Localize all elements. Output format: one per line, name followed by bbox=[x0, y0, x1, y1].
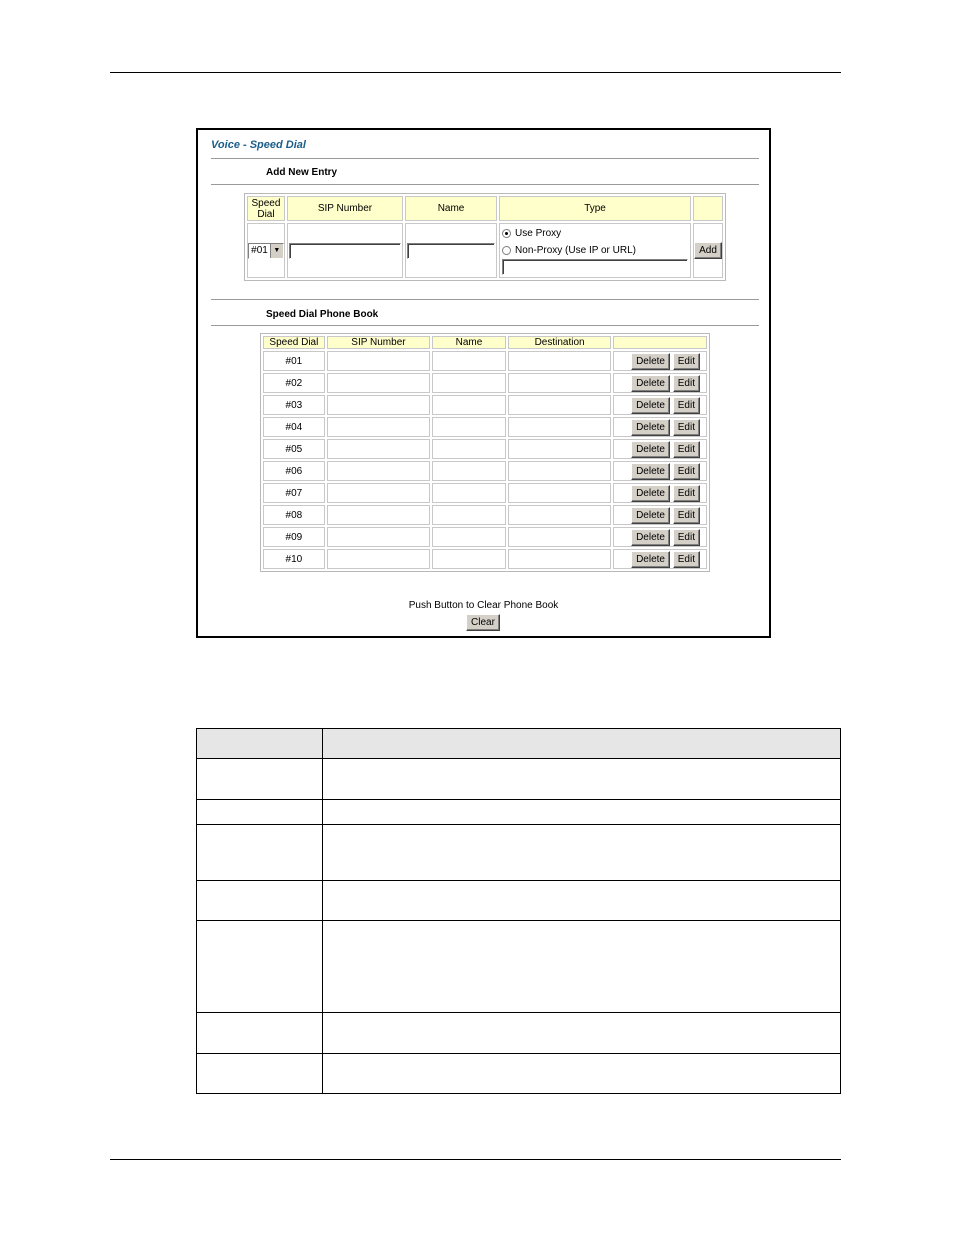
clear-instruction: Push Button to Clear Phone Book bbox=[408, 600, 559, 611]
delete-button[interactable]: Delete bbox=[631, 419, 670, 436]
radio-unselected-icon[interactable] bbox=[502, 246, 511, 255]
table-cell bbox=[323, 825, 841, 881]
table-header-row bbox=[197, 729, 841, 759]
table-cell bbox=[323, 1013, 841, 1054]
table-row bbox=[197, 825, 841, 881]
table-row bbox=[263, 373, 707, 393]
name-cell bbox=[432, 549, 506, 569]
actions-cell bbox=[613, 395, 707, 415]
speed-dial-select[interactable]: #01 ▼ bbox=[248, 243, 284, 259]
table-cell bbox=[323, 921, 841, 1013]
actions-cell bbox=[613, 373, 707, 393]
divider bbox=[211, 184, 759, 186]
table-cell bbox=[197, 881, 323, 921]
edit-button[interactable]: Edit bbox=[673, 441, 700, 458]
edit-button[interactable]: Edit bbox=[673, 529, 700, 546]
edit-button[interactable]: Edit bbox=[673, 485, 700, 502]
edit-button[interactable]: Edit bbox=[673, 397, 700, 414]
table-row bbox=[263, 351, 707, 371]
speed-dial-cell: #02 bbox=[263, 373, 325, 393]
speed-dial-cell: #08 bbox=[263, 505, 325, 525]
delete-button[interactable]: Delete bbox=[631, 485, 670, 502]
delete-button[interactable]: Delete bbox=[631, 397, 670, 414]
col-name: Name bbox=[405, 196, 497, 221]
edit-button[interactable]: Edit bbox=[673, 507, 700, 524]
top-rule bbox=[110, 72, 841, 73]
delete-button[interactable]: Delete bbox=[631, 441, 670, 458]
destination-cell bbox=[508, 439, 612, 459]
name-cell bbox=[432, 351, 506, 371]
col-name: Name bbox=[432, 336, 506, 349]
col-actions bbox=[613, 336, 707, 349]
table-row bbox=[263, 527, 707, 547]
speed-dial-cell: #04 bbox=[263, 417, 325, 437]
add-button[interactable]: Add bbox=[694, 242, 722, 259]
table-cell bbox=[197, 759, 323, 800]
name-cell bbox=[432, 505, 506, 525]
sip-number-cell bbox=[327, 527, 430, 547]
add-cell bbox=[693, 223, 723, 278]
name-cell bbox=[432, 417, 506, 437]
name-cell bbox=[432, 527, 506, 547]
type-cell bbox=[499, 223, 691, 278]
table-cell bbox=[197, 1013, 323, 1054]
col-type: Type bbox=[499, 196, 691, 221]
edit-button[interactable]: Edit bbox=[673, 353, 700, 370]
divider bbox=[211, 299, 759, 301]
delete-button[interactable]: Delete bbox=[631, 375, 670, 392]
destination-cell bbox=[508, 505, 612, 525]
destination-cell bbox=[508, 549, 612, 569]
name-cell bbox=[432, 395, 506, 415]
table-cell bbox=[197, 825, 323, 881]
bottom-rule bbox=[110, 1159, 841, 1160]
speed-dial-cell: #10 bbox=[263, 549, 325, 569]
name-cell bbox=[432, 461, 506, 481]
sip-number-cell bbox=[327, 373, 430, 393]
delete-button[interactable]: Delete bbox=[631, 529, 670, 546]
non-proxy-option[interactable]: Non-Proxy (Use IP or URL) bbox=[502, 242, 688, 259]
name-cell bbox=[405, 223, 497, 278]
edit-button[interactable]: Edit bbox=[673, 375, 700, 392]
actions-cell bbox=[613, 417, 707, 437]
table-cell bbox=[197, 1054, 323, 1094]
table-row bbox=[263, 483, 707, 503]
speed-dial-cell bbox=[247, 223, 285, 278]
sip-number-cell bbox=[327, 549, 430, 569]
header-cell bbox=[197, 729, 323, 759]
table-cell bbox=[323, 1054, 841, 1094]
speed-dial-cell: #03 bbox=[263, 395, 325, 415]
edit-button[interactable]: Edit bbox=[673, 463, 700, 480]
actions-cell bbox=[613, 483, 707, 503]
table-cell bbox=[323, 881, 841, 921]
actions-cell bbox=[613, 461, 707, 481]
col-speed-dial: Speed Dial bbox=[247, 196, 285, 221]
col-action bbox=[693, 196, 723, 221]
destination-cell bbox=[508, 417, 612, 437]
destination-cell bbox=[508, 461, 612, 481]
speed-dial-cell: #01 bbox=[263, 351, 325, 371]
field-description-table bbox=[196, 728, 841, 1094]
sip-number-cell bbox=[327, 483, 430, 503]
delete-button[interactable]: Delete bbox=[631, 353, 670, 370]
destination-cell bbox=[508, 483, 612, 503]
destination-cell bbox=[508, 351, 612, 371]
speed-dial-screenshot bbox=[196, 128, 771, 638]
table-row bbox=[197, 921, 841, 1013]
col-sip-number: SIP Number bbox=[287, 196, 403, 221]
name-cell bbox=[432, 483, 506, 503]
phone-book-table bbox=[260, 333, 710, 572]
table-cell bbox=[323, 759, 841, 800]
add-entry-heading: Add New Entry bbox=[266, 167, 338, 178]
destination-cell bbox=[508, 373, 612, 393]
col-sip-number: SIP Number bbox=[327, 336, 430, 349]
delete-button[interactable]: Delete bbox=[631, 551, 670, 568]
sip-number-cell bbox=[327, 395, 430, 415]
delete-button[interactable]: Delete bbox=[631, 507, 670, 524]
actions-cell bbox=[613, 439, 707, 459]
sip-number-cell bbox=[327, 505, 430, 525]
destination-cell bbox=[508, 527, 612, 547]
table-row bbox=[197, 1013, 841, 1054]
table-cell bbox=[197, 921, 323, 1013]
actions-cell bbox=[613, 527, 707, 547]
sip-number-cell bbox=[327, 461, 430, 481]
table-row bbox=[263, 505, 707, 525]
sip-number-cell bbox=[327, 439, 430, 459]
col-speed-dial: Speed Dial bbox=[263, 336, 325, 349]
speed-dial-cell: #09 bbox=[263, 527, 325, 547]
table-row bbox=[263, 395, 707, 415]
table-cell bbox=[323, 800, 841, 825]
table-cell bbox=[197, 800, 323, 825]
table-row bbox=[263, 461, 707, 481]
name-cell bbox=[432, 373, 506, 393]
table-row bbox=[197, 881, 841, 921]
dropdown-arrow-icon: ▼ bbox=[270, 244, 283, 258]
table-row bbox=[197, 759, 841, 800]
speed-dial-cell: #07 bbox=[263, 483, 325, 503]
table-row bbox=[197, 1054, 841, 1094]
delete-button[interactable]: Delete bbox=[631, 463, 670, 480]
actions-cell bbox=[613, 549, 707, 569]
edit-button[interactable]: Edit bbox=[673, 419, 700, 436]
destination-input[interactable] bbox=[502, 259, 688, 275]
speed-dial-cell: #06 bbox=[263, 461, 325, 481]
destination-cell bbox=[508, 395, 612, 415]
add-entry-table bbox=[244, 193, 726, 281]
divider bbox=[211, 325, 759, 327]
col-destination: Destination bbox=[508, 336, 612, 349]
clear-button[interactable]: Clear bbox=[466, 614, 500, 631]
name-cell bbox=[432, 439, 506, 459]
speed-dial-cell: #05 bbox=[263, 439, 325, 459]
edit-button[interactable]: Edit bbox=[673, 551, 700, 568]
use-proxy-option[interactable]: Use Proxy bbox=[502, 226, 688, 242]
sip-number-cell bbox=[287, 223, 403, 278]
actions-cell bbox=[613, 505, 707, 525]
header-cell bbox=[323, 729, 841, 759]
page-title: Voice - Speed Dial bbox=[211, 139, 306, 151]
sip-number-input[interactable] bbox=[289, 243, 401, 259]
table-row bbox=[263, 439, 707, 459]
divider bbox=[211, 158, 759, 160]
table-row bbox=[197, 800, 841, 825]
sip-number-cell bbox=[327, 351, 430, 371]
table-row bbox=[263, 549, 707, 569]
sip-number-cell bbox=[327, 417, 430, 437]
name-input[interactable] bbox=[407, 243, 495, 259]
phone-book-heading: Speed Dial Phone Book bbox=[266, 309, 379, 320]
table-row bbox=[263, 417, 707, 437]
actions-cell bbox=[613, 351, 707, 371]
radio-selected-icon[interactable] bbox=[502, 229, 511, 238]
